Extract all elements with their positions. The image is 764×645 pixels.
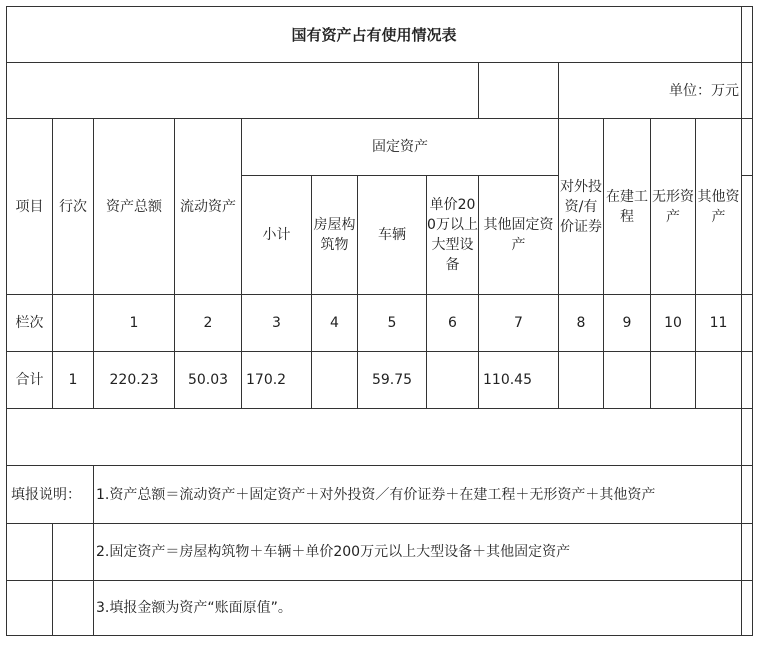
- edge-cell: [742, 7, 753, 63]
- total-value: [604, 352, 651, 409]
- header-construction: 在建工程: [604, 119, 651, 295]
- header-other-assets: 其他资产: [696, 119, 742, 295]
- total-value: 110.45: [479, 352, 559, 409]
- column-number: 10: [651, 295, 696, 352]
- column-number: 1: [94, 295, 175, 352]
- header-investments: 对外投资/有价证券: [559, 119, 604, 295]
- header-subtotal: 小计: [242, 176, 312, 295]
- total-value: 220.23: [94, 352, 175, 409]
- edge-cell: [742, 466, 753, 524]
- blank-cell: [53, 581, 94, 636]
- column-number-label: 栏次: [7, 295, 53, 352]
- blank-cell: [7, 581, 53, 636]
- header-fixed-assets: 固定资产: [242, 119, 559, 176]
- total-value: [312, 352, 358, 409]
- column-number: 3: [242, 295, 312, 352]
- edge-cell: [742, 581, 753, 636]
- header-vehicles: 车辆: [358, 176, 427, 295]
- asset-table: [6, 6, 753, 636]
- blank-cell: [53, 524, 94, 581]
- column-number: 5: [358, 295, 427, 352]
- blank-cell: [479, 63, 559, 119]
- note-item: 1.资产总额＝流动资产＋固定资产＋对外投资／有价证券＋在建工程＋无形资产＋其他资产: [94, 466, 742, 524]
- header-large-equipment: 单价200万以上大型设备: [427, 176, 479, 295]
- blank-cell: [7, 63, 479, 119]
- column-number: 9: [604, 295, 651, 352]
- column-number: 7: [479, 295, 559, 352]
- edge-cell: [742, 295, 753, 352]
- total-value: [427, 352, 479, 409]
- edge-cell: [742, 119, 753, 176]
- blank-cell: [53, 295, 94, 352]
- total-value: [651, 352, 696, 409]
- header-current-assets: 流动资产: [175, 119, 242, 295]
- header-intangible: 无形资产: [651, 119, 696, 295]
- total-value: 59.75: [358, 352, 427, 409]
- edge-cell: [742, 352, 753, 409]
- column-number: 8: [559, 295, 604, 352]
- column-number: 6: [427, 295, 479, 352]
- edge-cell: [742, 524, 753, 581]
- unit-label: 单位：万元: [559, 63, 742, 119]
- blank-row: [7, 409, 742, 466]
- note-item: 2.固定资产＝房屋构筑物＋车辆＋单价200万元以上大型设备＋其他固定资产: [94, 524, 742, 581]
- total-value: 50.03: [175, 352, 242, 409]
- header-buildings: 房屋构筑物: [312, 176, 358, 295]
- table-title: 国有资产占有使用情况表: [7, 7, 742, 63]
- total-value: 170.2: [242, 352, 312, 409]
- note-item: 3.填报金额为资产“账面原值”。: [94, 581, 742, 636]
- total-row-label: 合计: [7, 352, 53, 409]
- total-row-no: 1: [53, 352, 94, 409]
- blank-cell: [7, 524, 53, 581]
- column-number: 11: [696, 295, 742, 352]
- column-number: 4: [312, 295, 358, 352]
- edge-cell: [742, 409, 753, 466]
- header-other-fixed: 其他固定资产: [479, 176, 559, 295]
- header-total-assets: 资产总额: [94, 119, 175, 295]
- header-item: 项目: [7, 119, 53, 295]
- edge-cell: [742, 63, 753, 119]
- header-row-no: 行次: [53, 119, 94, 295]
- notes-label: 填报说明：: [7, 466, 94, 524]
- column-number: 2: [175, 295, 242, 352]
- total-value: [696, 352, 742, 409]
- edge-cell: [742, 176, 753, 295]
- total-value: [559, 352, 604, 409]
